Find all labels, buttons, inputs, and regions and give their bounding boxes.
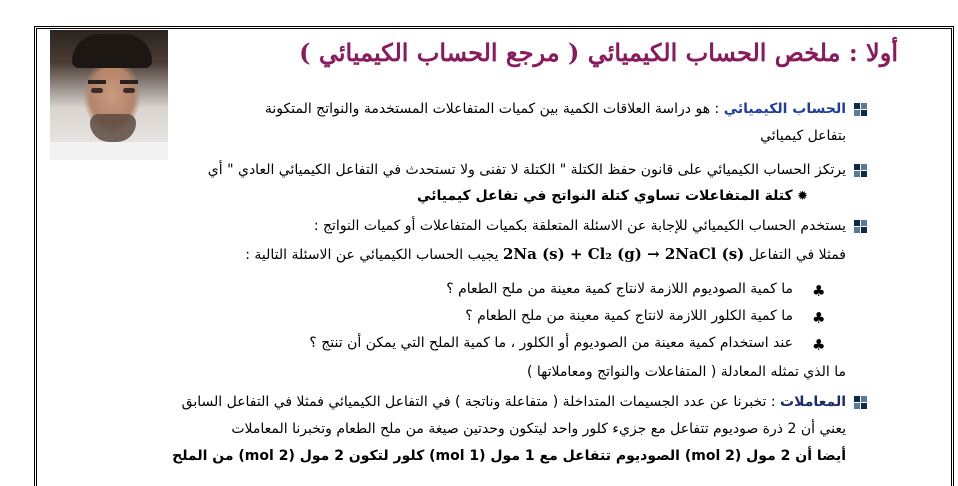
coefficients-line-2: يعني أن 2 ذرة صوديوم تتفاعل مع جزيء كلور واحد ليتكون وحدتين صيغة من ملح الطعام وتخبرنا المعاملات (231, 421, 846, 437)
definition-term: الحساب الكيميائي (723, 101, 846, 117)
example-line (245, 244, 846, 265)
usage-line: يستخدم الحساب الكيميائي للإجابة عن الاسئلة المتعلقة بكميات المتفاعلات أو كميات النواتج : (313, 218, 846, 234)
law-line-1: يرتكز الحساب الكيميائي على قانون حفظ الكتلة " الكتلة لا تفنى ولا تستحدث في التفاعل الكيميائي العادي " أي (207, 162, 846, 178)
definition-line-2: بتفاعل كيميائي (760, 128, 846, 144)
question-item: ما كمية الصوديوم اللازمة لانتاج كمية معينة من ملح الطعام ؟ (446, 281, 793, 297)
example-suffix: يجيب الحساب الكيميائي عن الاسئلة التالية : (245, 247, 499, 263)
reaction-equation: 2Na (s) + Cl₂ (g) → 2NaCl (s) (503, 245, 745, 263)
square-bullet-icon (854, 220, 867, 233)
coefficients-line-1 (182, 392, 846, 412)
equation-meaning-text: ما الذي تمثله المعادلة ( المتفاعلات والنواتج ومعاملاتها ) (526, 364, 846, 380)
club-bullet-icon: ♣ (812, 336, 826, 354)
sun-bullet-icon: ✹ (797, 189, 808, 204)
page-title: أولا : ملخص الحساب الكيميائي ( مرجع الحساب الكيميائي ) (299, 38, 898, 67)
question-item: ما كمية الكلور اللازمة لانتاج كمية معينة من ملح الطعام ؟ (465, 308, 793, 324)
law-line-2 (417, 186, 808, 207)
author-photo (50, 30, 168, 160)
law-text-2: كتلة المتفاعلات تساوي كتلة النواتج في تفاعل كيميائي (417, 188, 793, 204)
example-prefix: فمثلا في التفاعل (748, 247, 846, 263)
definition-line-1 (265, 99, 846, 119)
question-item: عند استخدام كمية معينة من الصوديوم أو الكلور ، ما كمية الملح التي يمكن أن تنتج ؟ (309, 335, 793, 351)
coefficients-text-1: : تخبرنا عن عدد الجسيمات المتداخلة ( متفاعلة وناتجة ) في التفاعل الكيميائي فمثلا في التفاعل السابق (181, 394, 781, 410)
club-bullet-icon: ♣ (812, 309, 826, 327)
square-bullet-icon (854, 396, 867, 409)
definition-text-1: : هو دراسة العلاقات الكمية بين كميات المتفاعلات المستخدمة والنواتج المتكونة (264, 101, 724, 117)
square-bullet-icon (854, 164, 867, 177)
coefficients-line-3: أيضا أن 2 مول (2 mol) الصوديوم تتفاعل مع 1 مول (1 mol) كلور لتكون 2 مول (2 mol) من الملح (172, 448, 846, 464)
club-bullet-icon: ♣ (812, 282, 826, 300)
coefficients-term: المعاملات (780, 394, 846, 410)
square-bullet-icon (854, 103, 867, 116)
